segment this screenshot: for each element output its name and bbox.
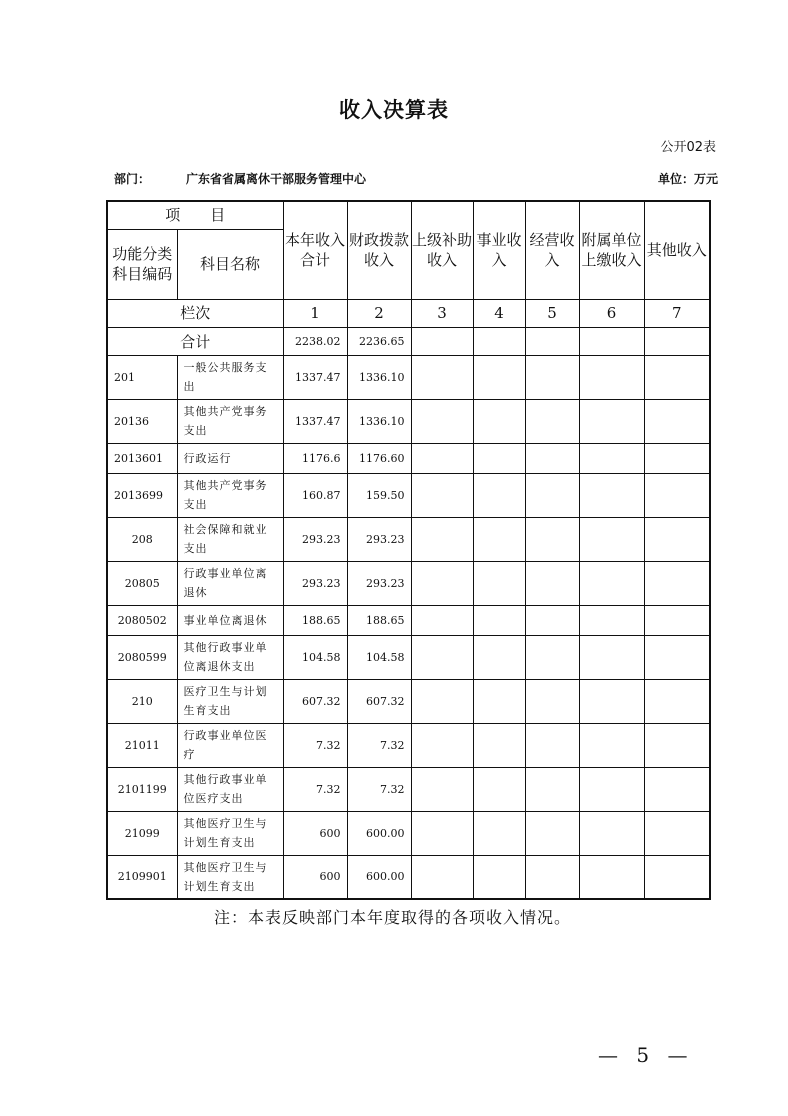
amount-cell [579, 605, 644, 635]
department-label: 部门： [114, 172, 151, 186]
amount-cell [473, 605, 525, 635]
col-number: 7 [644, 299, 710, 327]
page-title: 收入决算表 [339, 98, 449, 122]
form-code: 公开02表 [660, 140, 716, 155]
amount-cell [525, 605, 579, 635]
amount-cell: 600 [283, 855, 347, 899]
amount-cell [525, 723, 579, 767]
subject-code: 201 [107, 355, 177, 399]
amount-cell: 188.65 [347, 605, 411, 635]
amount-cell [473, 561, 525, 605]
total-value [644, 327, 710, 355]
amount-cell: 1337.47 [283, 399, 347, 443]
amount-cell [579, 561, 644, 605]
subject-code: 20136 [107, 399, 177, 443]
subject-name: 社会保障和就业支出 [177, 517, 283, 561]
amount-cell [644, 355, 710, 399]
header-subject-name: 科目名称 [177, 229, 283, 299]
subject-code: 2080502 [107, 605, 177, 635]
table-row [107, 811, 710, 855]
table-row [107, 443, 710, 473]
amount-cell: 607.32 [283, 679, 347, 723]
total-value: 2238.02 [283, 327, 347, 355]
amount-cell [411, 355, 473, 399]
amount-cell [644, 723, 710, 767]
amount-cell [525, 679, 579, 723]
amount-cell [473, 767, 525, 811]
amount-cell: 607.32 [347, 679, 411, 723]
amount-cell [473, 811, 525, 855]
subject-code: 21099 [107, 811, 177, 855]
amount-cell: 293.23 [347, 561, 411, 605]
amount-cell: 600.00 [347, 811, 411, 855]
amount-cell [579, 443, 644, 473]
amount-cell: 1336.10 [347, 399, 411, 443]
total-value: 2236.65 [347, 327, 411, 355]
col-number: 2 [347, 299, 411, 327]
header-col-5: 经营收入 [525, 201, 579, 299]
amount-cell: 1176.60 [347, 443, 411, 473]
table-row [107, 635, 710, 679]
table-row [107, 355, 710, 399]
subject-code: 2013699 [107, 473, 177, 517]
amount-cell: 600 [283, 811, 347, 855]
table-row [107, 723, 710, 767]
table-row [107, 561, 710, 605]
unit-label: 单位：万元 [657, 172, 718, 186]
table-row [107, 473, 710, 517]
amount-cell [473, 473, 525, 517]
amount-cell [473, 855, 525, 899]
amount-cell [411, 605, 473, 635]
total-label: 合计 [107, 327, 283, 355]
header-func-code: 功能分类科目编码 [107, 229, 177, 299]
table-row [107, 399, 710, 443]
amount-cell: 159.50 [347, 473, 411, 517]
subject-code: 20805 [107, 561, 177, 605]
page-number: — 5 — [598, 1043, 694, 1067]
subject-name: 其他行政事业单位医疗支出 [177, 767, 283, 811]
meta-row [106, 170, 718, 188]
subject-code: 208 [107, 517, 177, 561]
row-index-label: 栏次 [107, 299, 283, 327]
amount-cell [525, 517, 579, 561]
subject-name: 行政事业单位医疗 [177, 723, 283, 767]
total-value [473, 327, 525, 355]
col-number: 6 [579, 299, 644, 327]
amount-cell: 293.23 [283, 561, 347, 605]
col-number: 1 [283, 299, 347, 327]
amount-cell [473, 635, 525, 679]
subject-name: 其他医疗卫生与计划生育支出 [177, 855, 283, 899]
amount-cell [411, 473, 473, 517]
amount-cell: 7.32 [283, 767, 347, 811]
amount-cell [644, 767, 710, 811]
amount-cell [579, 473, 644, 517]
amount-cell [411, 767, 473, 811]
header-col-4: 事业收入 [473, 201, 525, 299]
amount-cell [473, 723, 525, 767]
subject-name: 其他共产党事务支出 [177, 473, 283, 517]
amount-cell [579, 855, 644, 899]
subject-name: 其他行政事业单位离退休支出 [177, 635, 283, 679]
amount-cell: 104.58 [347, 635, 411, 679]
amount-cell [644, 811, 710, 855]
amount-cell: 7.32 [347, 767, 411, 811]
amount-cell [411, 635, 473, 679]
amount-cell [411, 443, 473, 473]
amount-cell [411, 723, 473, 767]
amount-cell [579, 811, 644, 855]
amount-cell: 1336.10 [347, 355, 411, 399]
subject-code: 2101199 [107, 767, 177, 811]
amount-cell: 160.87 [283, 473, 347, 517]
amount-cell [473, 443, 525, 473]
amount-cell [644, 443, 710, 473]
subject-name: 行政运行 [177, 443, 283, 473]
amount-cell: 104.58 [283, 635, 347, 679]
col-number: 3 [411, 299, 473, 327]
subject-name: 其他共产党事务支出 [177, 399, 283, 443]
subject-name: 医疗卫生与计划生育支出 [177, 679, 283, 723]
subject-code: 210 [107, 679, 177, 723]
header-col-2: 财政拨款收入 [347, 201, 411, 299]
amount-cell [579, 723, 644, 767]
col-number: 4 [473, 299, 525, 327]
amount-cell [411, 517, 473, 561]
total-value [525, 327, 579, 355]
amount-cell [411, 811, 473, 855]
amount-cell [525, 473, 579, 517]
amount-cell [473, 399, 525, 443]
header-col-1: 本年收入合计 [283, 201, 347, 299]
amount-cell: 293.23 [347, 517, 411, 561]
subject-name: 一般公共服务支出 [177, 355, 283, 399]
amount-cell: 7.32 [283, 723, 347, 767]
subject-name: 行政事业单位离退休 [177, 561, 283, 605]
amount-cell [473, 517, 525, 561]
amount-cell [525, 635, 579, 679]
subject-code: 21011 [107, 723, 177, 767]
department-name: 广东省省属离休干部服务管理中心 [186, 172, 367, 186]
amount-cell: 7.32 [347, 723, 411, 767]
amount-cell [473, 679, 525, 723]
subject-code: 2109901 [107, 855, 177, 899]
amount-cell [525, 855, 579, 899]
amount-cell [473, 355, 525, 399]
header-col-6: 附属单位上缴收入 [579, 201, 644, 299]
table-row [107, 855, 710, 899]
table-note: 注：本表反映部门本年度取得的各项收入情况。 [214, 908, 572, 927]
subject-name: 事业单位离退休 [177, 605, 283, 635]
amount-cell [579, 635, 644, 679]
amount-cell [644, 605, 710, 635]
amount-cell [411, 399, 473, 443]
amount-cell [644, 635, 710, 679]
table-row [107, 679, 710, 723]
amount-cell: 293.23 [283, 517, 347, 561]
amount-cell [525, 561, 579, 605]
amount-cell [644, 679, 710, 723]
subject-code: 2080599 [107, 635, 177, 679]
amount-cell [411, 855, 473, 899]
amount-cell [644, 855, 710, 899]
header-col-3: 上级补助收入 [411, 201, 473, 299]
amount-cell [579, 767, 644, 811]
amount-cell: 600.00 [347, 855, 411, 899]
table-row [107, 767, 710, 811]
amount-cell [579, 399, 644, 443]
amount-cell [644, 561, 710, 605]
total-value [411, 327, 473, 355]
amount-cell [525, 443, 579, 473]
amount-cell [411, 561, 473, 605]
subject-name: 其他医疗卫生与计划生育支出 [177, 811, 283, 855]
table-row [107, 605, 710, 635]
subject-code: 2013601 [107, 443, 177, 473]
header-col-7: 其他收入 [644, 201, 710, 299]
amount-cell [525, 811, 579, 855]
col-number: 5 [525, 299, 579, 327]
amount-cell [644, 399, 710, 443]
amount-cell: 188.65 [283, 605, 347, 635]
header-item: 项 目 [107, 201, 283, 229]
table-row [107, 517, 710, 561]
amount-cell [644, 517, 710, 561]
amount-cell [525, 355, 579, 399]
amount-cell [644, 473, 710, 517]
total-row [107, 327, 710, 355]
amount-cell: 1176.6 [283, 443, 347, 473]
total-value [579, 327, 644, 355]
amount-cell [525, 767, 579, 811]
amount-cell [579, 679, 644, 723]
amount-cell [411, 679, 473, 723]
amount-cell [579, 355, 644, 399]
amount-cell [579, 517, 644, 561]
income-table [106, 200, 711, 900]
amount-cell [525, 399, 579, 443]
amount-cell: 1337.47 [283, 355, 347, 399]
